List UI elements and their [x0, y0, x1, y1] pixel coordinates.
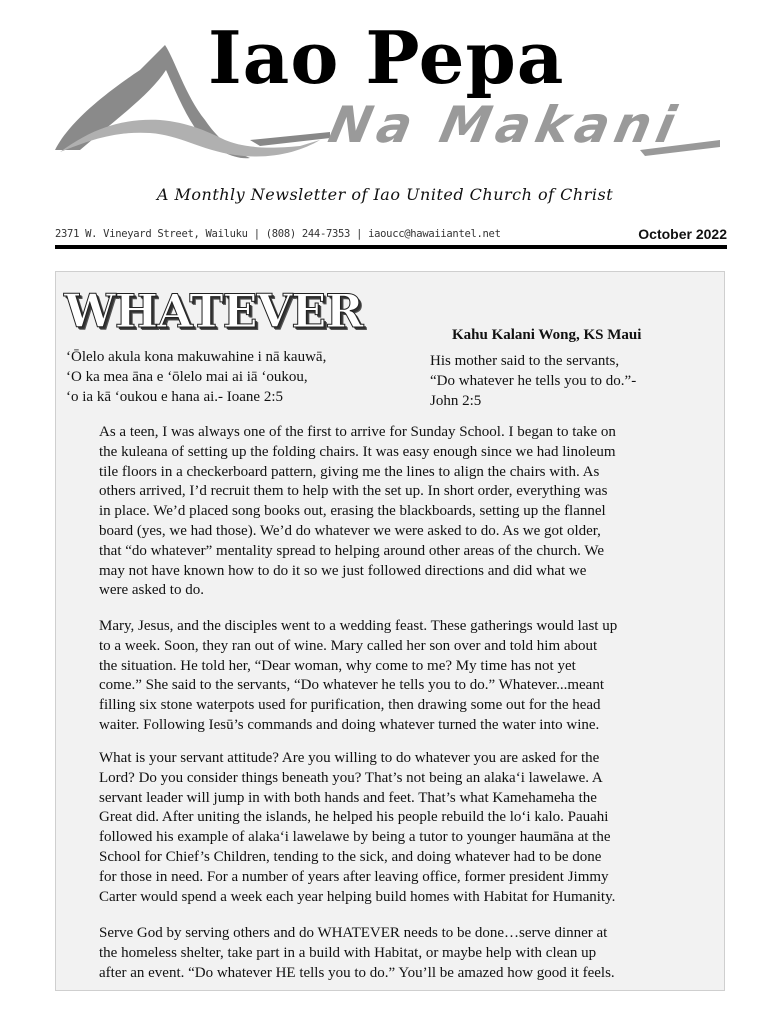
newsletter-title: Iao Pepa — [208, 15, 565, 100]
verse-line: ʻO ka mea āna e ʻōlelo mai ai iā ʻoukou, — [66, 369, 308, 385]
article-paragraph — [99, 423, 717, 601]
article-paragraph — [99, 924, 717, 983]
masthead — [0, 0, 770, 204]
verse-line: ʻŌlelo akula kona makuwahine i nā kauwā, — [66, 349, 327, 365]
newsletter-script-subtitle: Na Makani — [323, 96, 687, 154]
verse-english — [430, 351, 710, 411]
paragraph-line: Great did. After uniting the islands, he helped his people rebuild the loʻi kalo. Pauahi — [99, 809, 609, 826]
paragraph-line: after an event. “Do whatever HE tells you to do.” You’ll be amazed how good it feels. — [99, 964, 615, 981]
verse-line: His mother said to the servants, — [430, 353, 620, 369]
verse-hawaiian — [66, 347, 326, 407]
header-rule — [55, 245, 727, 249]
paragraph-line: servant leader will jump in with both hands and feet. That’s what Kamehameha the — [99, 789, 597, 806]
paragraph-line: come.” She said to the servants, “Do whatever he tells you to do.” Whatever...meant — [99, 677, 604, 694]
church-address: 2371 W. Vineyard Street, Wailuku | (808) 244-7353 | iaoucc@hawaiiantel.net — [55, 228, 501, 240]
article-author: Kahu Kalani Wong, KS Maui — [452, 327, 642, 343]
article-paragraph — [99, 749, 717, 907]
paragraph-line: tile floors in a checkerboard pattern, giving me the lines to align the chairs with. As — [99, 463, 600, 480]
verse-line: John 2:5 — [430, 393, 482, 409]
verse-line: ʻo ia kā ʻoukou e hana ai.- Ioane 2:5 — [66, 389, 283, 405]
paragraph-line: Lord? Do you consider things beneath you? That’s not being an alakaʻi lawelawe. A — [99, 769, 603, 786]
paragraph-line: board (yes, we had those). We’d do whatever we were asked to do. As we got older, — [99, 522, 601, 539]
paragraph-line: the homeless shelter, take part in a build with Habitat, or maybe help with clean up — [99, 944, 597, 961]
paragraph-line: others arrived, I’d recruit them to help with the set up. In short order, everything was — [99, 483, 608, 500]
paragraph-line: Serve God by serving others and do WHATEVER needs to be done…serve dinner at — [99, 925, 608, 941]
issue-date: October 2022 — [638, 226, 727, 242]
paragraph-line: that “do whatever” mentality spread to helping around other areas of the church. We — [99, 542, 604, 559]
paragraph-line: in place. We’d placed song books out, erasing the blackboards, setting up the flannel — [99, 503, 606, 520]
paragraph-line: Carter would spend a week each year helping build homes with Habitat for Humanity. — [99, 888, 616, 905]
info-row — [55, 226, 727, 244]
paragraph-line: followed his example of alakaʻi lawelawe by being a tutor to younger haumāna at the — [99, 829, 611, 846]
paragraph-line: the kuleana of setting up the folding chairs. It was easy enough since we had linoleum — [99, 443, 616, 460]
paragraph-line: the situation. He told her, “Dear woman, why come to me? My time has not yet — [99, 657, 576, 674]
paragraph-line: School for Chief’s Children, tending to the sick, and doing whatever had to be done — [99, 848, 602, 865]
paragraph-line: As a teen, I was always one of the first to arrive for Sunday School. I began to take on — [99, 424, 616, 440]
newsletter-tagline: A Monthly Newsletter of Iao United Church of Christ — [156, 185, 614, 204]
paragraph-line: filling six stone waterpots used for purification, then drawing some out for the head — [99, 697, 601, 714]
paragraph-line: to a week. Soon, they ran out of wine. Mary called her son over and told him about — [99, 637, 598, 654]
article-paragraph — [99, 617, 717, 736]
paragraph-line: What is your servant attitude? Are you willing to do whatever you are asked for the — [99, 750, 600, 766]
paragraph-line: waiter. Following Iesū’s commands and doing whatever turned the water into wine. — [99, 716, 600, 733]
verse-line: “Do whatever he tells you to do.”- — [430, 373, 637, 389]
paragraph-line: may not have known how to do it so we just followed directions and did what we — [99, 562, 587, 579]
paragraph-line: for those in need. For a number of years after leaving office, former president Jimmy — [99, 868, 609, 885]
paragraph-line: were asked to do. — [99, 582, 204, 599]
paragraph-line: Mary, Jesus, and the disciples went to a wedding feast. These gatherings would last up — [99, 618, 618, 634]
article-headline: WHATEVER — [64, 284, 363, 338]
